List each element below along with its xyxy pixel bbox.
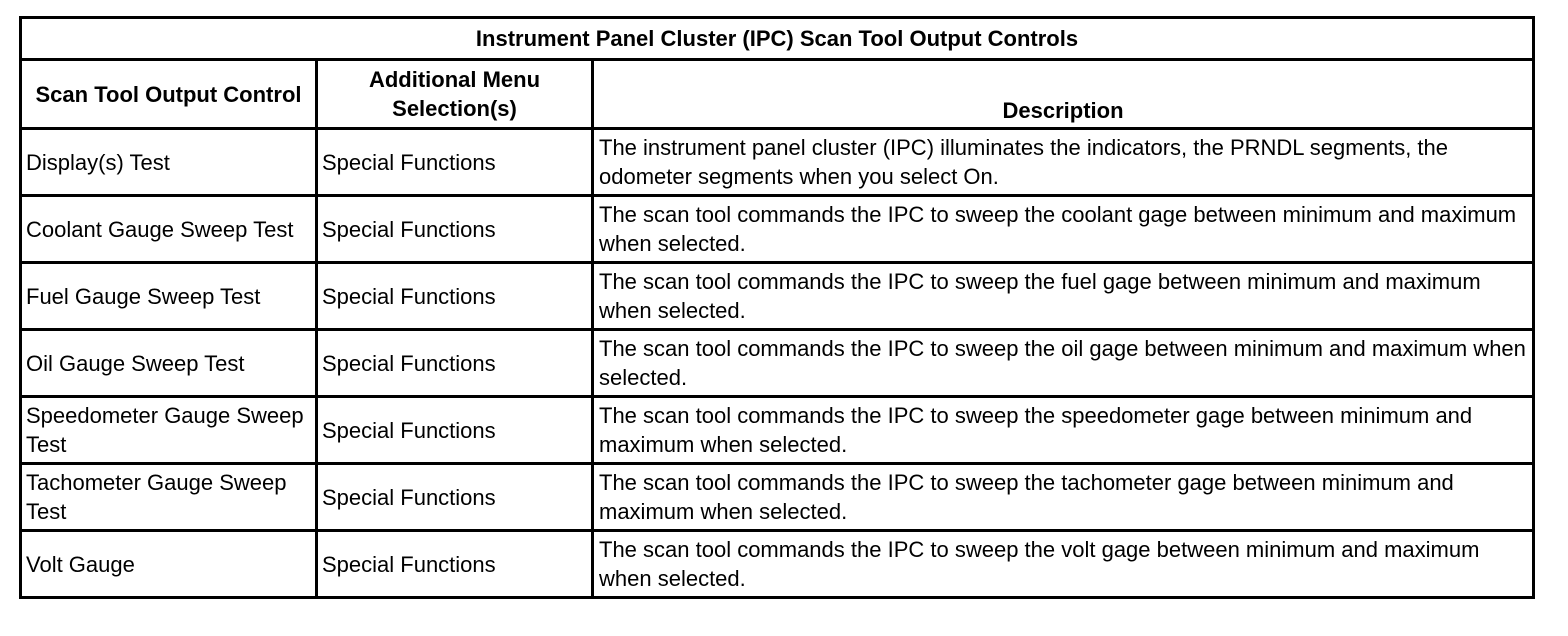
table-row [21, 464, 1534, 531]
output-control-cell: Volt Gauge [21, 531, 317, 598]
output-control-cell: Display(s) Test [21, 129, 317, 196]
description-cell: The scan tool commands the IPC to sweep the volt gage between minimum and maximum when selected. [593, 531, 1534, 598]
table-title: Instrument Panel Cluster (IPC) Scan Tool Output Controls [21, 18, 1534, 60]
table-header-row [21, 60, 1534, 129]
table-row [21, 263, 1534, 330]
menu-selection-cell: Special Functions [317, 531, 593, 598]
description-cell: The scan tool commands the IPC to sweep the coolant gage between minimum and maximum when selected. [593, 196, 1534, 263]
menu-selection-cell: Special Functions [317, 464, 593, 531]
menu-selection-cell: Special Functions [317, 196, 593, 263]
menu-selection-cell: Special Functions [317, 330, 593, 397]
table-row [21, 531, 1534, 598]
menu-selection-cell: Special Functions [317, 397, 593, 464]
description-cell: The scan tool commands the IPC to sweep the fuel gage between minimum and maximum when selected. [593, 263, 1534, 330]
output-control-cell: Speedometer Gauge Sweep Test [21, 397, 317, 464]
column-header-control: Scan Tool Output Control [21, 60, 317, 129]
description-cell: The scan tool commands the IPC to sweep the oil gage between minimum and maximum when selected. [593, 330, 1534, 397]
menu-selection-cell: Special Functions [317, 129, 593, 196]
column-header-description: Description [593, 60, 1534, 129]
table-row [21, 330, 1534, 397]
description-cell: The instrument panel cluster (IPC) illuminates the indicators, the PRNDL segments, the odometer segments when you select On. [593, 129, 1534, 196]
column-header-menu: Additional Menu Selection(s) [317, 60, 593, 129]
description-cell: The scan tool commands the IPC to sweep the tachometer gage between minimum and maximum when selected. [593, 464, 1534, 531]
output-control-cell: Coolant Gauge Sweep Test [21, 196, 317, 263]
output-control-cell: Fuel Gauge Sweep Test [21, 263, 317, 330]
table-row [21, 397, 1534, 464]
ipc-output-controls-table [19, 16, 1535, 599]
table-title-row [21, 18, 1534, 60]
output-control-cell: Oil Gauge Sweep Test [21, 330, 317, 397]
output-control-cell: Tachometer Gauge Sweep Test [21, 464, 317, 531]
table-row [21, 196, 1534, 263]
menu-selection-cell: Special Functions [317, 263, 593, 330]
table-row [21, 129, 1534, 196]
description-cell: The scan tool commands the IPC to sweep the speedometer gage between minimum and maximum when selected. [593, 397, 1534, 464]
